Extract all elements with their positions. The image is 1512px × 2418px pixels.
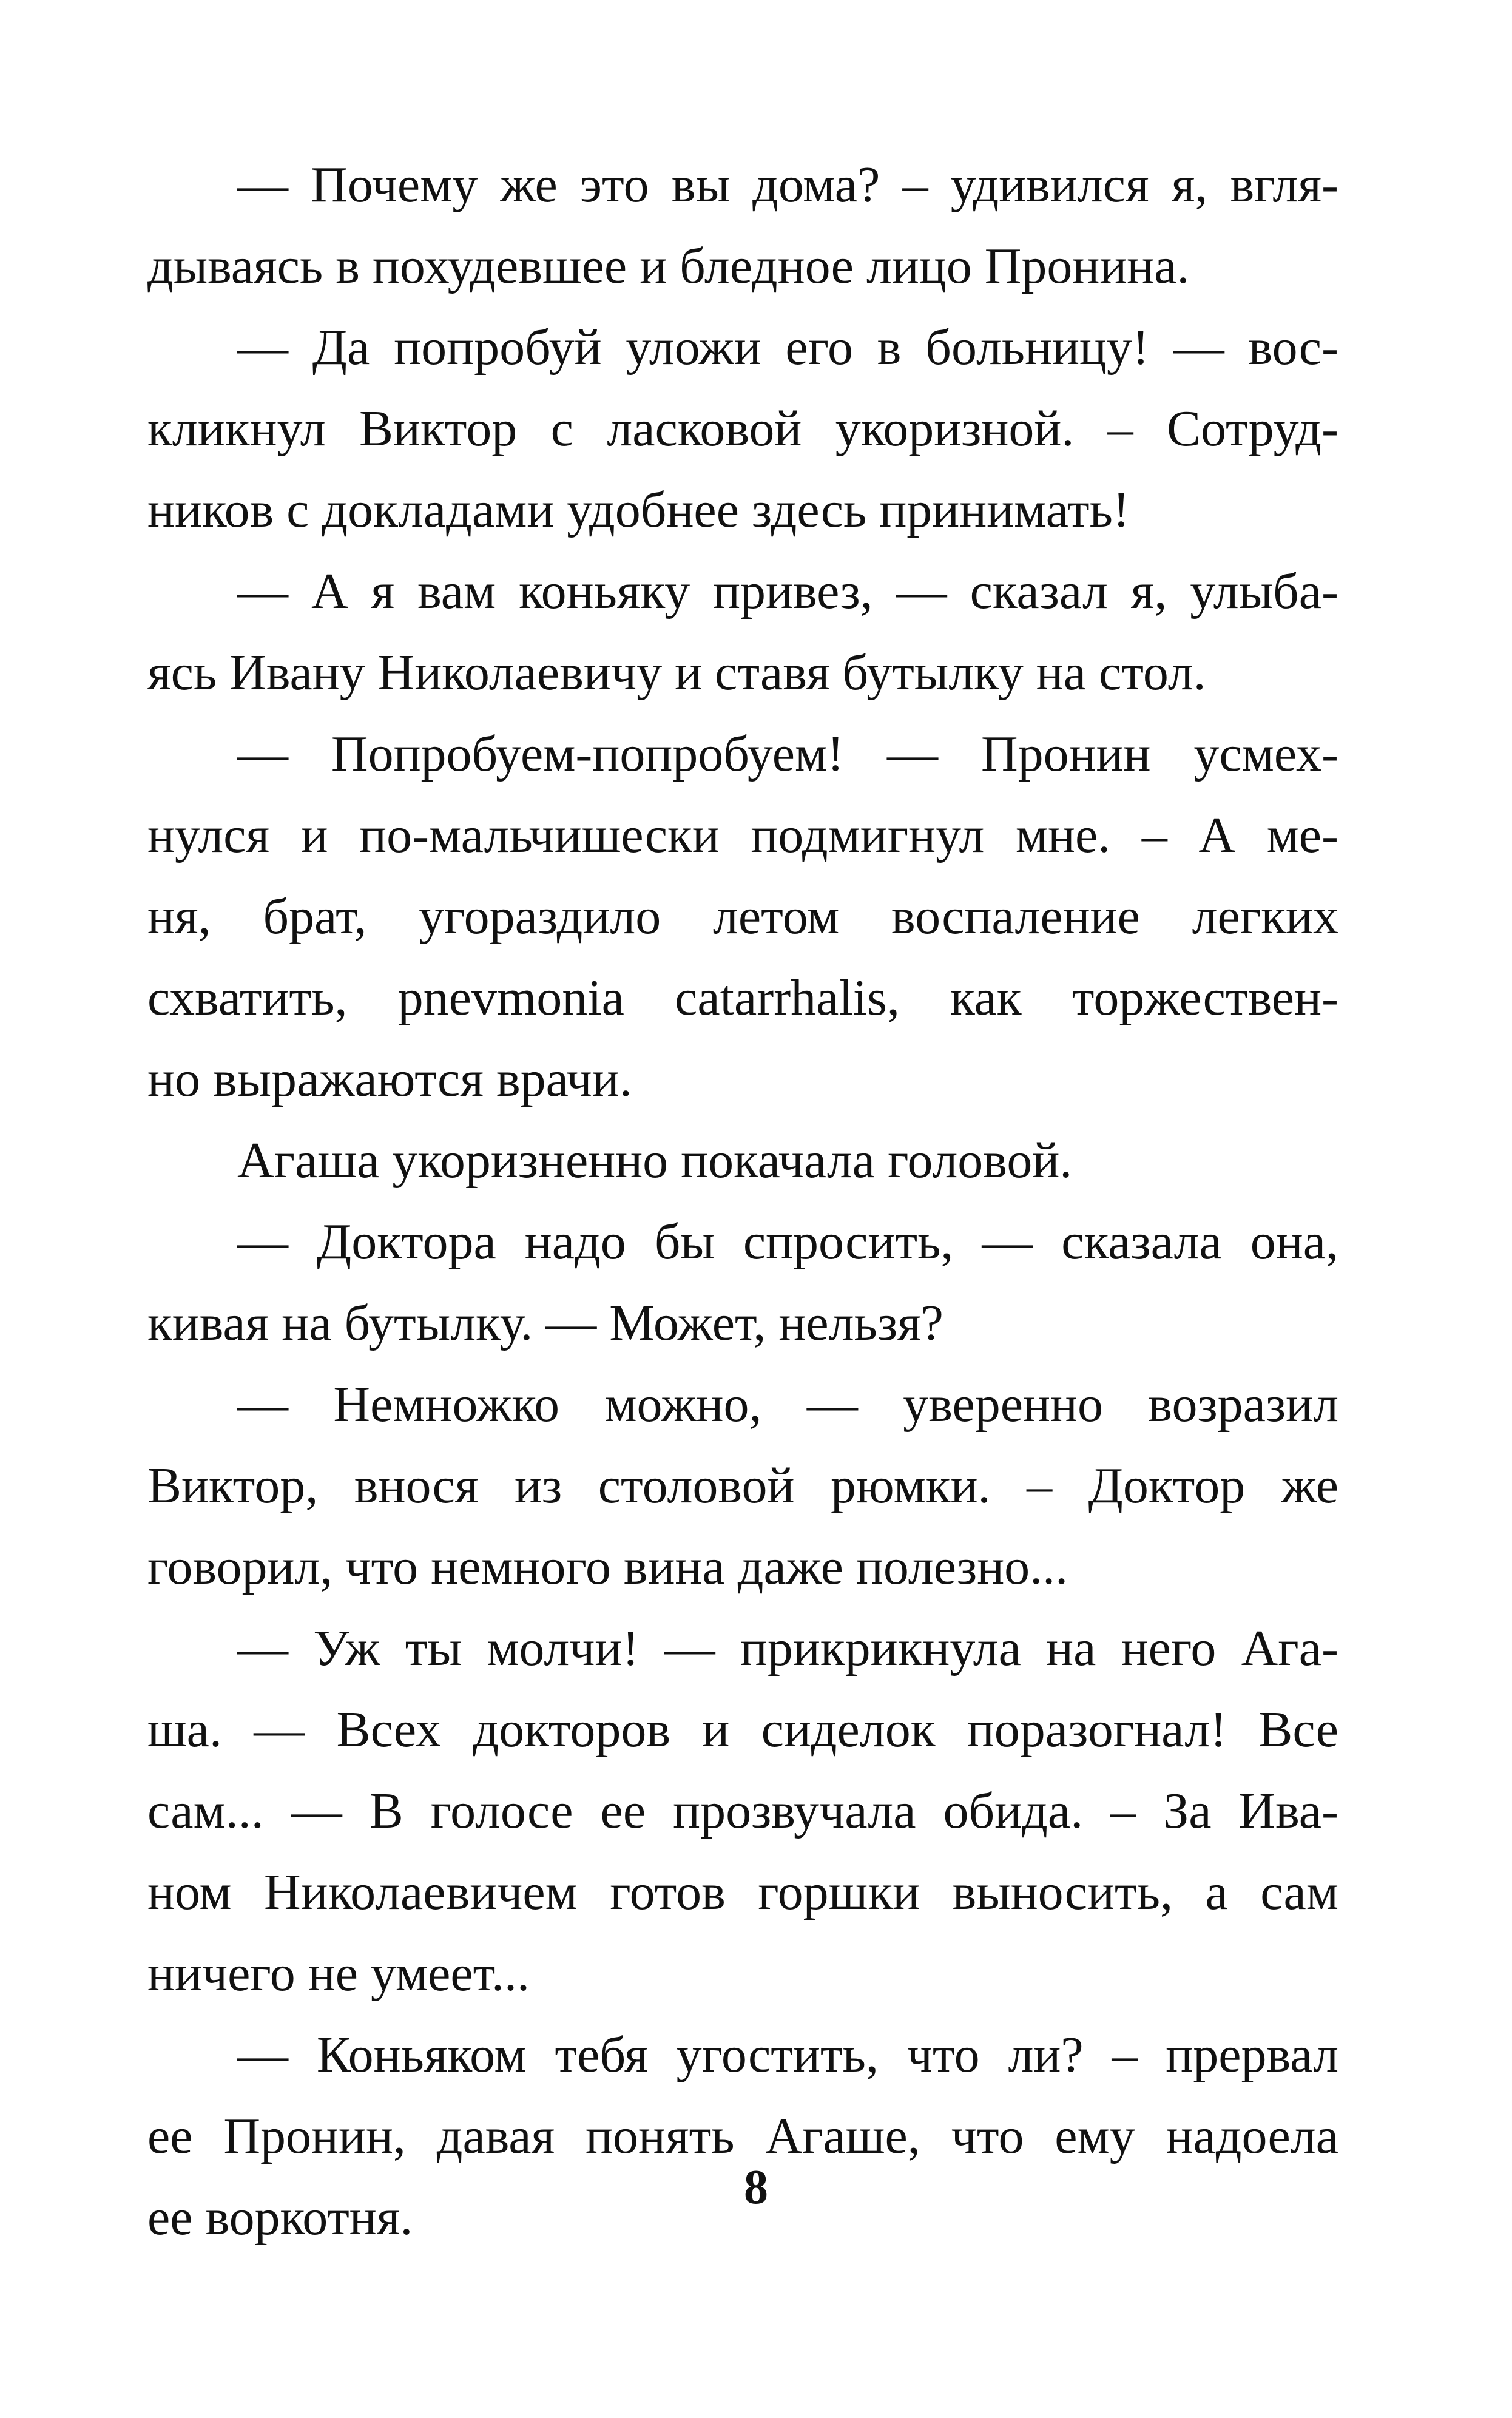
- text-line: кивая на бутылку. — Может, нельзя?: [147, 1295, 943, 1351]
- page-number: 8: [744, 2161, 768, 2214]
- text-line: но выражаются врачи.: [147, 1051, 632, 1107]
- text-line: — Уж ты молчи! — прикрикнула на него Ага-: [237, 1620, 1338, 1677]
- text-line: сам... — В голосе ее прозвучала обида. – За Ива-: [147, 1783, 1338, 1839]
- text-line: — Попробуем-попробуем! — Пронин усмех-: [237, 726, 1338, 782]
- text-line: Агаша укоризненно покачала головой.: [237, 1132, 1073, 1189]
- text-line: схватить, pnevmonia catarrhalis, как торжествен-: [147, 970, 1338, 1026]
- text-line: ясь Ивану Николаевичу и ставя бутылку на стол.: [147, 644, 1206, 701]
- text-line: — Доктора надо бы спросить, — сказала она,: [237, 1214, 1338, 1270]
- text-line: ном Николаевичем готов горшки выносить, а сам: [147, 1864, 1338, 1920]
- text-line: ня, брат, угораздило летом воспаление легких: [147, 888, 1338, 945]
- text-line: ее воркотня.: [147, 2189, 413, 2246]
- text-line: ничего не умеет...: [147, 1945, 530, 2002]
- text-line: кликнул Виктор с ласковой укоризной. – Сотруд-: [147, 400, 1338, 457]
- text-line: Виктор, внося из столовой рюмки. – Доктор же: [147, 1457, 1338, 1514]
- text-line: нулся и по-мальчишески подмигнул мне. – А ме-: [147, 807, 1338, 863]
- text-line: — Коньяком тебя угостить, что ли? – прервал: [237, 2027, 1338, 2083]
- text-line: — Да попробуй уложи его в больницу! — вос-: [237, 319, 1338, 376]
- text-line: ее Пронин, давая понять Агаше, что ему надоела: [147, 2108, 1338, 2164]
- text-line: говорил, что немного вина даже полезно...: [147, 1539, 1068, 1595]
- text-line: — Почему же это вы дома? – удивился я, вгля-: [237, 157, 1338, 213]
- text-line: — А я вам коньяку привез, — сказал я, улыба-: [237, 563, 1338, 620]
- body-text: [147, 144, 1338, 2258]
- text-line: ников с докладами удобнее здесь принимать!: [147, 482, 1130, 538]
- text-line: ша. — Всех докторов и сиделок поразогнал! Все: [147, 1701, 1338, 1758]
- text-line: — Немножко можно, — уверенно возразил: [237, 1376, 1338, 1433]
- text-line: дываясь в похудевшее и бледное лицо Пронина.: [147, 238, 1190, 294]
